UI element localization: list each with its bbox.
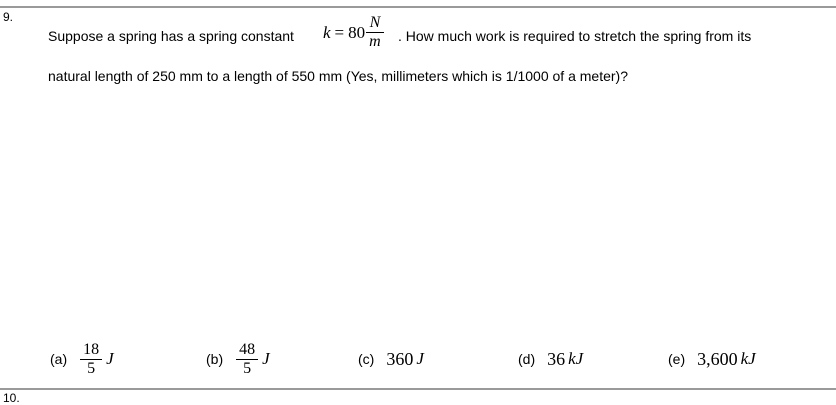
choice-unit: J [262,349,270,368]
fraction-numerator: 48 [236,341,258,360]
question-number: 9. [3,10,14,24]
choice-c[interactable] [358,338,424,380]
choice-label: (b) [206,351,224,367]
bottom-divider [0,388,836,390]
newtons-per-meter-fraction [366,14,384,51]
fraction-denominator: 5 [243,359,252,377]
next-question-number: 10. [3,391,20,405]
spring-constant-expression [323,14,385,51]
choice-label: (c) [358,351,375,367]
choice-label: (e) [668,351,686,367]
fraction-numerator: N [366,14,384,33]
question-text-line2: natural length of 250 mm to a length of 550 mm (Yes, millimeters which is 1/1000 of a meter)? [48,68,628,84]
question-text-continued: . How much work is required to stretch the spring from its [398,28,752,44]
choice-value: 360 [386,348,414,369]
choice-unit: kJ [568,349,584,368]
fraction-denominator: 5 [87,359,96,377]
choice-unit: J [106,349,114,368]
top-divider [0,6,836,8]
choice-label: (a) [50,351,68,367]
choice-e[interactable] [668,338,756,380]
choice-label: (d) [518,351,536,367]
k-symbol: k [323,22,331,42]
question-text-start: Suppose a spring has a spring constant [48,28,294,44]
equals-sign: = [334,22,345,42]
choice-unit: J [416,349,424,368]
choice-a[interactable] [50,338,114,380]
choice-d[interactable] [518,338,583,380]
choice-unit: kJ [740,349,756,368]
fraction-denominator: m [369,33,381,50]
choice-b[interactable] [206,338,270,380]
fraction-numerator: 18 [80,341,102,360]
choice-value: 3,600 [697,348,738,369]
k-value: 80 [348,22,366,42]
choice-value: 36 [547,348,566,369]
choice-fraction [236,341,258,378]
choice-fraction [80,341,102,378]
